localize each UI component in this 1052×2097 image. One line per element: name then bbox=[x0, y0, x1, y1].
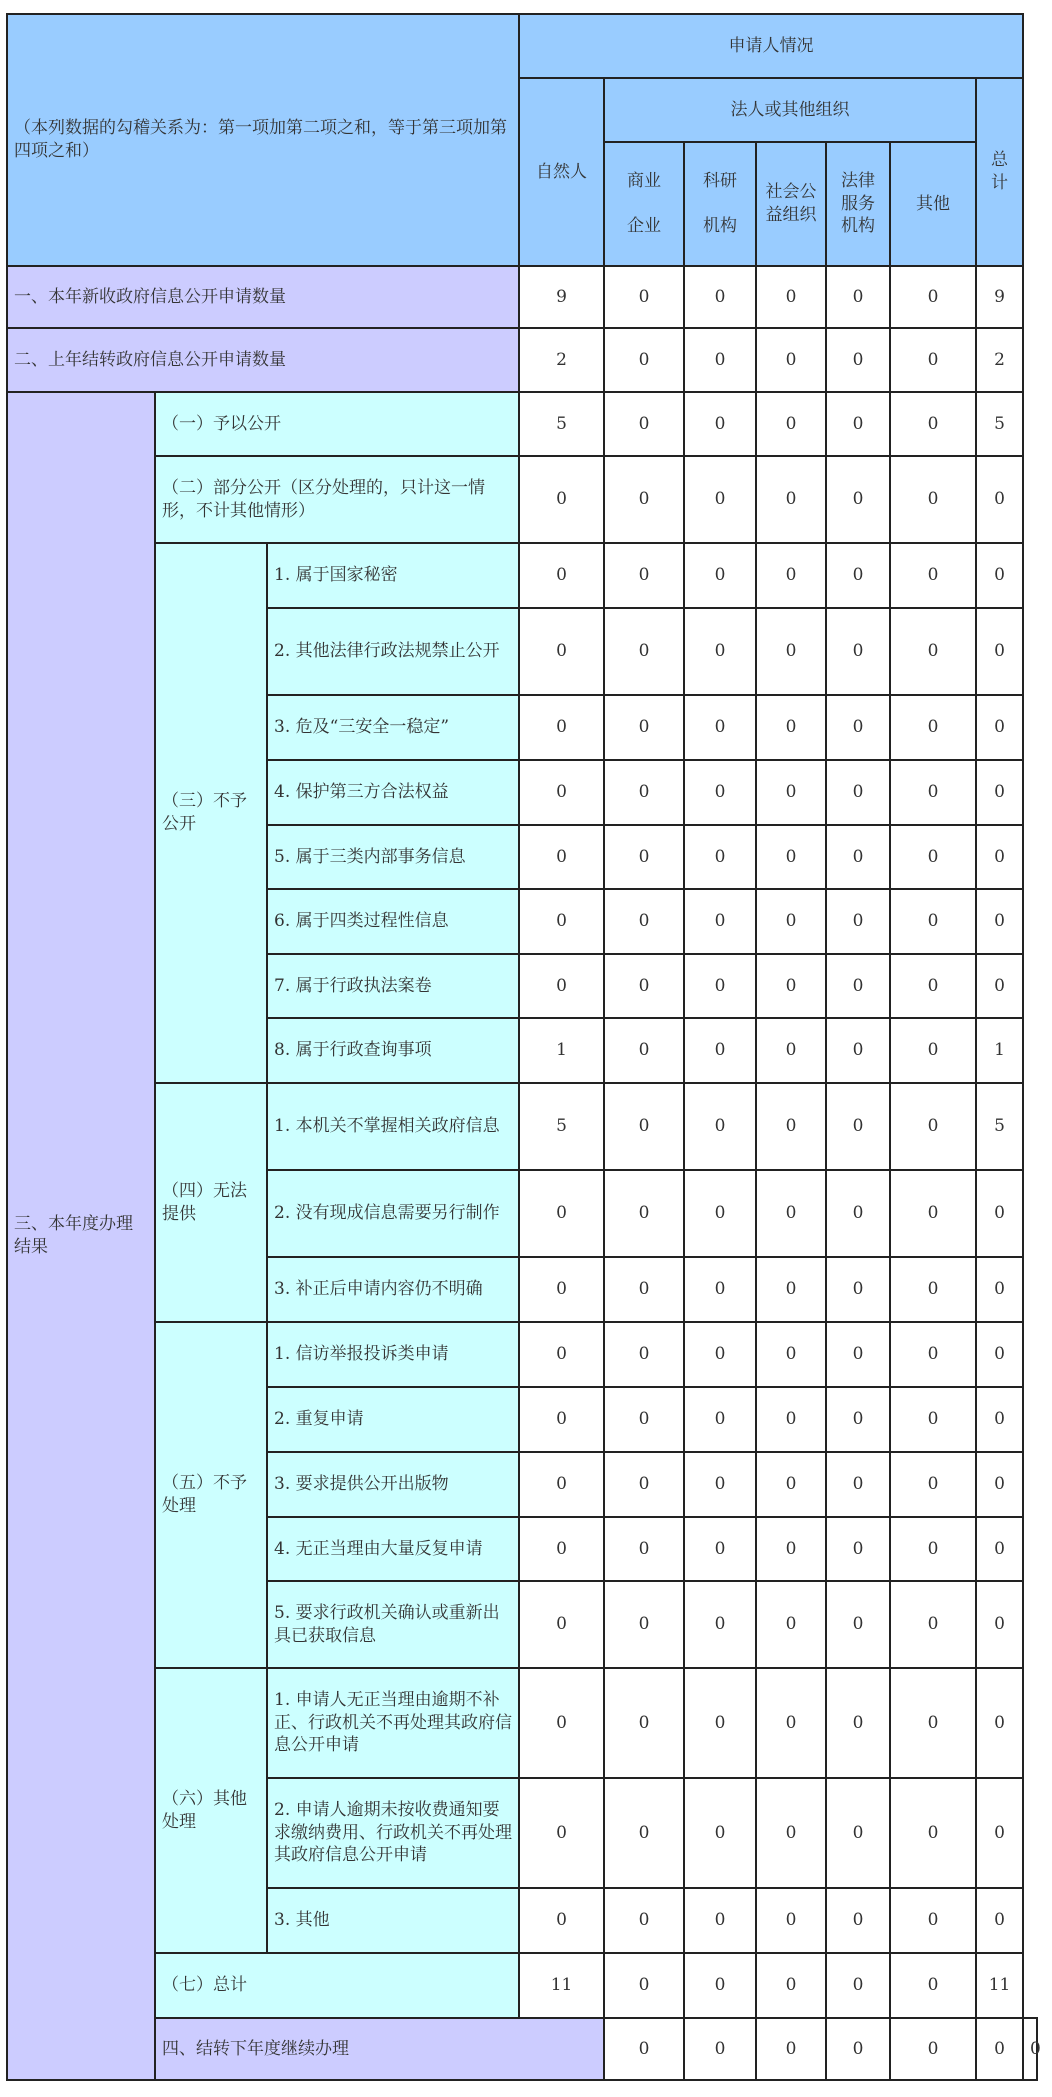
value-cell: 0 bbox=[1023, 2018, 1037, 2080]
item-label: 5. 属于三类内部事务信息 bbox=[267, 825, 519, 889]
item-label: 7. 属于行政执法案卷 bbox=[267, 954, 519, 1018]
value-cell: 0 bbox=[826, 1581, 890, 1668]
value-cell: 0 bbox=[756, 695, 826, 760]
value-cell: 0 bbox=[604, 1257, 684, 1322]
value-cell: 0 bbox=[976, 1257, 1023, 1322]
value-cell: 0 bbox=[604, 328, 684, 392]
item-label: 3. 补正后申请内容仍不明确 bbox=[267, 1257, 519, 1322]
value-cell: 0 bbox=[684, 889, 756, 954]
value-cell: 0 bbox=[604, 954, 684, 1018]
value-cell: 0 bbox=[976, 760, 1023, 825]
value-cell: 0 bbox=[890, 889, 976, 954]
value-cell: 0 bbox=[890, 1517, 976, 1581]
item-label: 3. 危及“三安全一稳定” bbox=[267, 695, 519, 760]
value-cell: 0 bbox=[826, 1452, 890, 1517]
value-cell: 0 bbox=[684, 1322, 756, 1387]
value-cell: 0 bbox=[890, 1257, 976, 1322]
item-label: 1. 信访举报投诉类申请 bbox=[267, 1322, 519, 1387]
value-cell: 0 bbox=[756, 1517, 826, 1581]
value-cell: 0 bbox=[976, 1387, 1023, 1452]
row-g6-item-1 bbox=[7, 1668, 1037, 1778]
value-cell: 0 bbox=[756, 543, 826, 608]
value-cell: 0 bbox=[826, 1888, 890, 1953]
value-cell: 0 bbox=[890, 1387, 976, 1452]
value-cell: 0 bbox=[826, 608, 890, 695]
header-total: 总计 bbox=[976, 78, 1023, 266]
group-disclosed: （一）予以公开 bbox=[155, 392, 519, 456]
value-cell: 0 bbox=[684, 1083, 756, 1170]
value-cell: 0 bbox=[684, 1452, 756, 1517]
disclosure-statistics-table bbox=[6, 13, 1041, 2081]
value-cell: 0 bbox=[519, 954, 604, 1018]
value-cell: 0 bbox=[826, 543, 890, 608]
value-cell: 0 bbox=[890, 695, 976, 760]
value-cell: 0 bbox=[684, 392, 756, 456]
item-label: 2. 其他法律行政法规禁止公开 bbox=[267, 608, 519, 695]
value-cell: 0 bbox=[756, 392, 826, 456]
value-cell: 0 bbox=[976, 1778, 1023, 1888]
value-cell: 0 bbox=[684, 328, 756, 392]
value-cell: 0 bbox=[826, 825, 890, 889]
group-not-disclosed: （三）不予公开 bbox=[155, 543, 267, 1083]
value-cell: 0 bbox=[604, 1018, 684, 1083]
value-cell: 0 bbox=[826, 1018, 890, 1083]
value-cell: 0 bbox=[976, 543, 1023, 608]
header-legal-service: 法律服务机构 bbox=[826, 142, 890, 266]
value-cell: 9 bbox=[519, 266, 604, 328]
header-row-1 bbox=[7, 14, 1037, 78]
value-cell: 0 bbox=[976, 825, 1023, 889]
value-cell: 0 bbox=[604, 760, 684, 825]
value-cell: 0 bbox=[756, 266, 826, 328]
value-cell: 0 bbox=[826, 1778, 890, 1888]
value-cell: 5 bbox=[519, 1083, 604, 1170]
value-cell: 0 bbox=[604, 695, 684, 760]
row-g5-item-1 bbox=[7, 1322, 1037, 1387]
value-cell: 0 bbox=[519, 1778, 604, 1888]
value-cell: 1 bbox=[976, 1018, 1023, 1083]
row-carry-forward bbox=[7, 2018, 1037, 2080]
section-carry-forward: 四、结转下年度继续办理 bbox=[155, 2018, 604, 2080]
value-cell: 0 bbox=[890, 1018, 976, 1083]
value-cell: 0 bbox=[684, 456, 756, 543]
value-cell: 0 bbox=[604, 1953, 684, 2018]
value-cell: 0 bbox=[684, 695, 756, 760]
value-cell: 0 bbox=[756, 954, 826, 1018]
value-cell: 0 bbox=[684, 266, 756, 328]
value-cell: 0 bbox=[604, 608, 684, 695]
value-cell: 0 bbox=[976, 1581, 1023, 1668]
item-label: 4. 保护第三方合法权益 bbox=[267, 760, 519, 825]
value-cell: 0 bbox=[604, 266, 684, 328]
value-cell: 0 bbox=[890, 825, 976, 889]
value-cell: 0 bbox=[519, 1387, 604, 1452]
value-cell: 1 bbox=[519, 1018, 604, 1083]
value-cell: 0 bbox=[976, 1452, 1023, 1517]
value-cell: 0 bbox=[519, 1888, 604, 1953]
value-cell: 0 bbox=[684, 1953, 756, 2018]
value-cell: 0 bbox=[684, 1778, 756, 1888]
value-cell: 0 bbox=[519, 1257, 604, 1322]
row-g1 bbox=[7, 392, 1037, 456]
value-cell: 0 bbox=[890, 954, 976, 1018]
value-cell: 0 bbox=[826, 760, 890, 825]
value-cell: 0 bbox=[826, 456, 890, 543]
row-new-requests bbox=[7, 266, 1037, 328]
value-cell: 0 bbox=[976, 1888, 1023, 1953]
group-other-handling: （六）其他处理 bbox=[155, 1668, 267, 1953]
value-cell: 0 bbox=[756, 456, 826, 543]
value-cell: 0 bbox=[604, 1778, 684, 1888]
value-cell: 0 bbox=[756, 1888, 826, 1953]
header-note: （本列数据的勾稽关系为：第一项加第二项之和，等于第三项加第四项之和） bbox=[7, 14, 519, 266]
value-cell: 0 bbox=[890, 1322, 976, 1387]
section-carried-over: 二、上年结转政府信息公开申请数量 bbox=[7, 328, 519, 392]
value-cell: 0 bbox=[604, 1083, 684, 1170]
value-cell: 0 bbox=[890, 1452, 976, 1517]
item-label: 2. 重复申请 bbox=[267, 1387, 519, 1452]
header-applicant-situation: 申请人情况 bbox=[519, 14, 1023, 78]
item-label: 3. 要求提供公开出版物 bbox=[267, 1452, 519, 1517]
value-cell: 0 bbox=[756, 1668, 826, 1778]
header-commercial: 商业 企业 bbox=[604, 142, 684, 266]
value-cell: 0 bbox=[976, 1668, 1023, 1778]
value-cell: 0 bbox=[519, 760, 604, 825]
value-cell: 0 bbox=[976, 1517, 1023, 1581]
value-cell: 0 bbox=[684, 1517, 756, 1581]
value-cell: 0 bbox=[826, 1257, 890, 1322]
value-cell: 0 bbox=[890, 1778, 976, 1888]
item-label: 1. 本机关不掌握相关政府信息 bbox=[267, 1083, 519, 1170]
value-cell: 0 bbox=[976, 2018, 1023, 2080]
value-cell: 0 bbox=[826, 889, 890, 954]
value-cell: 0 bbox=[890, 1888, 976, 1953]
header-natural-person: 自然人 bbox=[519, 78, 604, 266]
value-cell: 0 bbox=[826, 695, 890, 760]
value-cell: 0 bbox=[890, 1953, 976, 2018]
value-cell: 0 bbox=[519, 1581, 604, 1668]
value-cell: 0 bbox=[519, 695, 604, 760]
item-label: 8. 属于行政查询事项 bbox=[267, 1018, 519, 1083]
value-cell: 0 bbox=[756, 1018, 826, 1083]
section-new-requests: 一、本年新收政府信息公开申请数量 bbox=[7, 266, 519, 328]
value-cell: 0 bbox=[826, 266, 890, 328]
value-cell: 0 bbox=[756, 1170, 826, 1257]
value-cell: 0 bbox=[519, 1452, 604, 1517]
value-cell: 0 bbox=[890, 2018, 976, 2080]
item-label: 6. 属于四类过程性信息 bbox=[267, 889, 519, 954]
value-cell: 0 bbox=[826, 1083, 890, 1170]
value-cell: 0 bbox=[756, 1452, 826, 1517]
value-cell: 0 bbox=[826, 1170, 890, 1257]
value-cell: 5 bbox=[976, 392, 1023, 456]
value-cell: 0 bbox=[756, 1778, 826, 1888]
row-g2 bbox=[7, 456, 1037, 543]
value-cell: 0 bbox=[519, 825, 604, 889]
value-cell: 0 bbox=[519, 1322, 604, 1387]
value-cell: 0 bbox=[684, 1581, 756, 1668]
value-cell: 2 bbox=[976, 328, 1023, 392]
row-g4-item-1 bbox=[7, 1083, 1037, 1170]
item-label: 2. 没有现成信息需要另行制作 bbox=[267, 1170, 519, 1257]
value-cell: 0 bbox=[684, 1257, 756, 1322]
header-legal-entities: 法人或其他组织 bbox=[604, 78, 976, 142]
value-cell: 0 bbox=[976, 695, 1023, 760]
value-cell: 0 bbox=[519, 608, 604, 695]
value-cell: 0 bbox=[890, 1668, 976, 1778]
value-cell: 0 bbox=[890, 543, 976, 608]
value-cell: 0 bbox=[684, 1387, 756, 1452]
value-cell: 0 bbox=[826, 1668, 890, 1778]
value-cell: 0 bbox=[604, 1170, 684, 1257]
value-cell: 0 bbox=[756, 328, 826, 392]
value-cell: 0 bbox=[684, 1170, 756, 1257]
value-cell: 0 bbox=[890, 760, 976, 825]
value-cell: 0 bbox=[519, 1517, 604, 1581]
value-cell: 0 bbox=[604, 825, 684, 889]
value-cell: 0 bbox=[826, 1953, 890, 2018]
item-label: 1. 申请人无正当理由逾期不补正、行政机关不再处理其政府信息公开申请 bbox=[267, 1668, 519, 1778]
value-cell: 0 bbox=[604, 1452, 684, 1517]
value-cell: 0 bbox=[756, 1953, 826, 2018]
value-cell: 0 bbox=[756, 889, 826, 954]
value-cell: 0 bbox=[756, 825, 826, 889]
value-cell: 0 bbox=[604, 1387, 684, 1452]
value-cell: 0 bbox=[519, 1668, 604, 1778]
section-handling-results: 三、本年度办理结果 bbox=[7, 392, 155, 2080]
value-cell: 0 bbox=[890, 608, 976, 695]
value-cell: 0 bbox=[756, 1387, 826, 1452]
value-cell: 9 bbox=[976, 266, 1023, 328]
value-cell: 5 bbox=[976, 1083, 1023, 1170]
header-other: 其他 bbox=[890, 142, 976, 266]
value-cell: 0 bbox=[684, 608, 756, 695]
value-cell: 0 bbox=[826, 328, 890, 392]
value-cell: 0 bbox=[519, 543, 604, 608]
value-cell: 0 bbox=[604, 1322, 684, 1387]
value-cell: 0 bbox=[604, 1517, 684, 1581]
item-label: 5. 要求行政机关确认或重新出具已获取信息 bbox=[267, 1581, 519, 1668]
value-cell: 0 bbox=[519, 456, 604, 543]
value-cell: 0 bbox=[604, 889, 684, 954]
group-not-processed: （五）不予处理 bbox=[155, 1322, 267, 1668]
value-cell: 0 bbox=[604, 2018, 684, 2080]
value-cell: 0 bbox=[890, 1170, 976, 1257]
value-cell: 0 bbox=[684, 1668, 756, 1778]
group-partially-disclosed: （二）部分公开（区分处理的，只计这一情形，不计其他情形） bbox=[155, 456, 519, 543]
value-cell: 0 bbox=[826, 2018, 890, 2080]
value-cell: 0 bbox=[826, 954, 890, 1018]
group-unable-to-provide: （四）无法提供 bbox=[155, 1083, 267, 1322]
item-label: 4. 无正当理由大量反复申请 bbox=[267, 1517, 519, 1581]
value-cell: 11 bbox=[519, 1953, 604, 2018]
value-cell: 0 bbox=[756, 1322, 826, 1387]
value-cell: 0 bbox=[604, 392, 684, 456]
value-cell: 0 bbox=[519, 1170, 604, 1257]
value-cell: 0 bbox=[890, 392, 976, 456]
value-cell: 0 bbox=[604, 456, 684, 543]
item-label: 1. 属于国家秘密 bbox=[267, 543, 519, 608]
value-cell: 0 bbox=[756, 1083, 826, 1170]
row-g7-total bbox=[7, 1953, 1037, 2018]
value-cell: 0 bbox=[976, 954, 1023, 1018]
value-cell: 0 bbox=[756, 608, 826, 695]
item-label: 2. 申请人逾期未按收费通知要求缴纳费用、行政机关不再处理其政府信息公开申请 bbox=[267, 1778, 519, 1888]
value-cell: 0 bbox=[890, 1581, 976, 1668]
item-label: 3. 其他 bbox=[267, 1888, 519, 1953]
value-cell: 0 bbox=[756, 760, 826, 825]
header-public-welfare: 社会公益组织 bbox=[756, 142, 826, 266]
value-cell: 0 bbox=[604, 1581, 684, 1668]
value-cell: 0 bbox=[684, 1018, 756, 1083]
value-cell: 0 bbox=[976, 456, 1023, 543]
value-cell: 0 bbox=[826, 392, 890, 456]
value-cell: 11 bbox=[976, 1953, 1023, 2018]
value-cell: 0 bbox=[684, 954, 756, 1018]
group-total: （七）总计 bbox=[155, 1953, 519, 2018]
value-cell: 0 bbox=[684, 760, 756, 825]
value-cell: 0 bbox=[890, 1083, 976, 1170]
value-cell: 0 bbox=[684, 1888, 756, 1953]
value-cell: 0 bbox=[604, 1888, 684, 1953]
value-cell: 0 bbox=[890, 456, 976, 543]
value-cell: 0 bbox=[890, 328, 976, 392]
value-cell: 0 bbox=[604, 1668, 684, 1778]
value-cell: 0 bbox=[826, 1322, 890, 1387]
value-cell: 0 bbox=[684, 2018, 756, 2080]
value-cell: 0 bbox=[604, 543, 684, 608]
value-cell: 0 bbox=[976, 1170, 1023, 1257]
value-cell: 0 bbox=[756, 2018, 826, 2080]
value-cell: 0 bbox=[826, 1387, 890, 1452]
row-carried-over bbox=[7, 328, 1037, 392]
value-cell: 5 bbox=[519, 392, 604, 456]
value-cell: 0 bbox=[519, 889, 604, 954]
header-research: 科研 机构 bbox=[684, 142, 756, 266]
value-cell: 0 bbox=[684, 825, 756, 889]
value-cell: 0 bbox=[976, 1322, 1023, 1387]
row-g3-item-1 bbox=[7, 543, 1037, 608]
value-cell: 0 bbox=[826, 1517, 890, 1581]
value-cell: 2 bbox=[519, 328, 604, 392]
value-cell: 0 bbox=[976, 889, 1023, 954]
value-cell: 0 bbox=[976, 608, 1023, 695]
value-cell: 0 bbox=[890, 266, 976, 328]
value-cell: 0 bbox=[756, 1581, 826, 1668]
value-cell: 0 bbox=[756, 1257, 826, 1322]
value-cell: 0 bbox=[684, 543, 756, 608]
